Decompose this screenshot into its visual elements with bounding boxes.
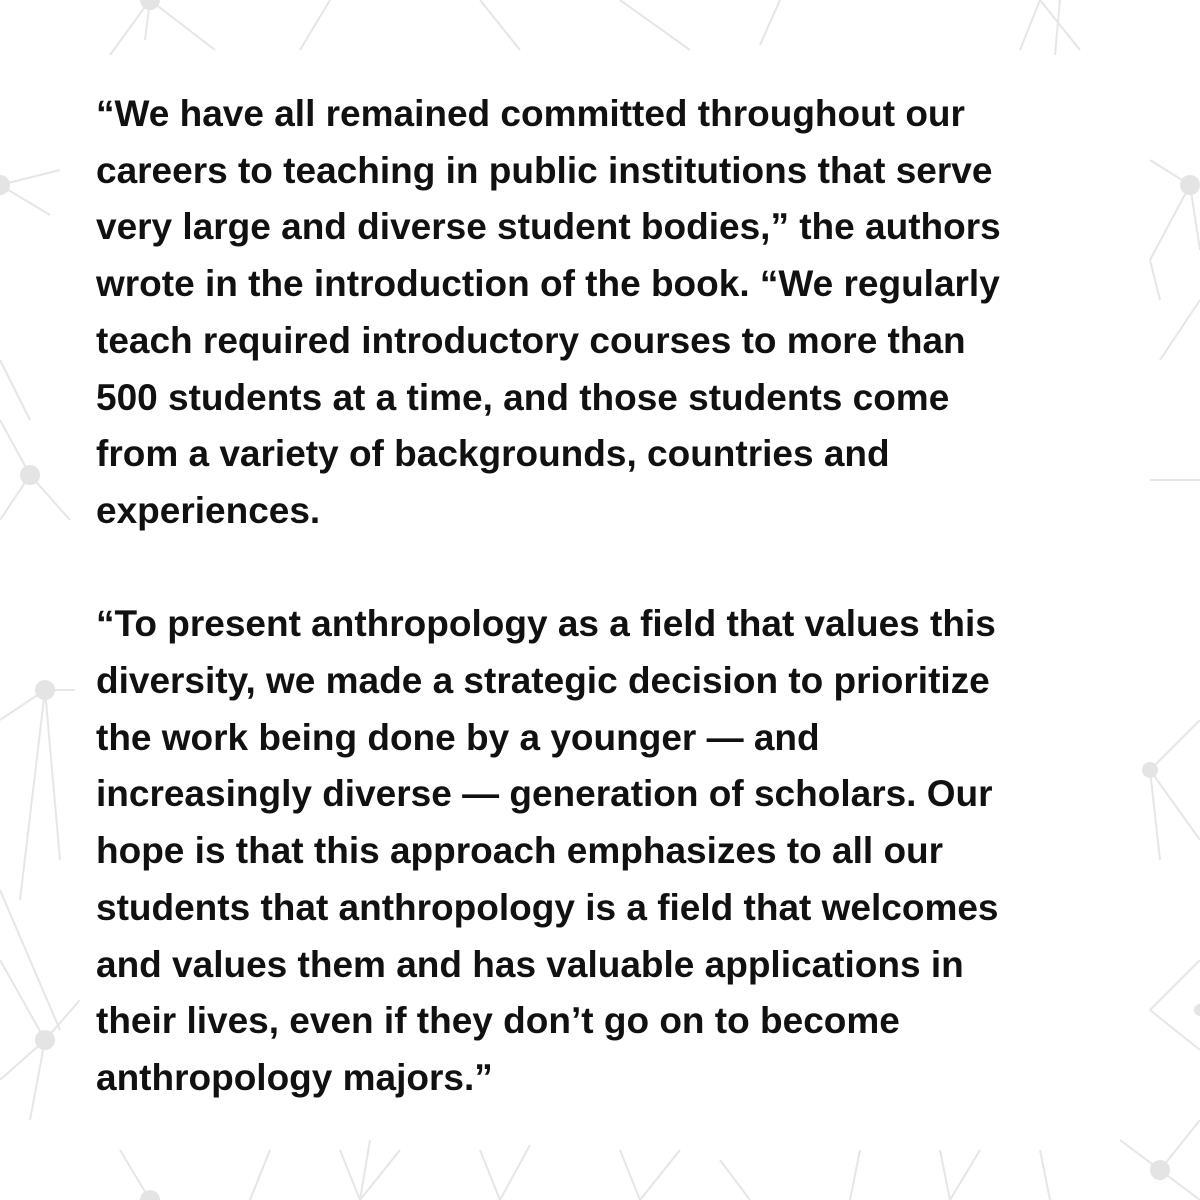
quote-line: “We have all remained committed throughout our — [96, 93, 965, 134]
quote-line: very large and diverse student bodies,” the authors — [96, 206, 1001, 248]
quote-line: and values them and has valuable applications in — [96, 943, 964, 985]
quote-line: increasingly diverse — generation of scholars. Our — [96, 773, 993, 815]
quote-line: careers to teaching in public institutions that serve — [96, 149, 993, 191]
quote-line: anthropology majors.” — [96, 1056, 493, 1098]
quote-line: 500 students at a time, and those students come — [96, 376, 950, 418]
quote-line: diversity, we made a strategic decision to prioritize — [96, 660, 990, 702]
paragraph-gap — [96, 540, 1106, 597]
quote-line: hope is that this approach emphasizes to all our — [96, 830, 944, 872]
quote-line: teach required introductory courses to more than — [96, 319, 966, 361]
quote-line: from a variety of backgrounds, countries and — [96, 433, 890, 475]
quote-line: wrote in the introduction of the book. “We regularly — [96, 263, 1000, 305]
quote-line: their lives, even if they don’t go on to become — [96, 1000, 900, 1042]
quote-line: experiences. — [96, 489, 321, 531]
quote-line: students that anthropology is a field that welcomes — [96, 886, 999, 928]
quote-text-block — [96, 86, 1106, 1107]
quote-line: the work being done by a younger — and — [96, 716, 820, 758]
quote-line: “To present anthropology as a field that values this — [96, 603, 996, 645]
